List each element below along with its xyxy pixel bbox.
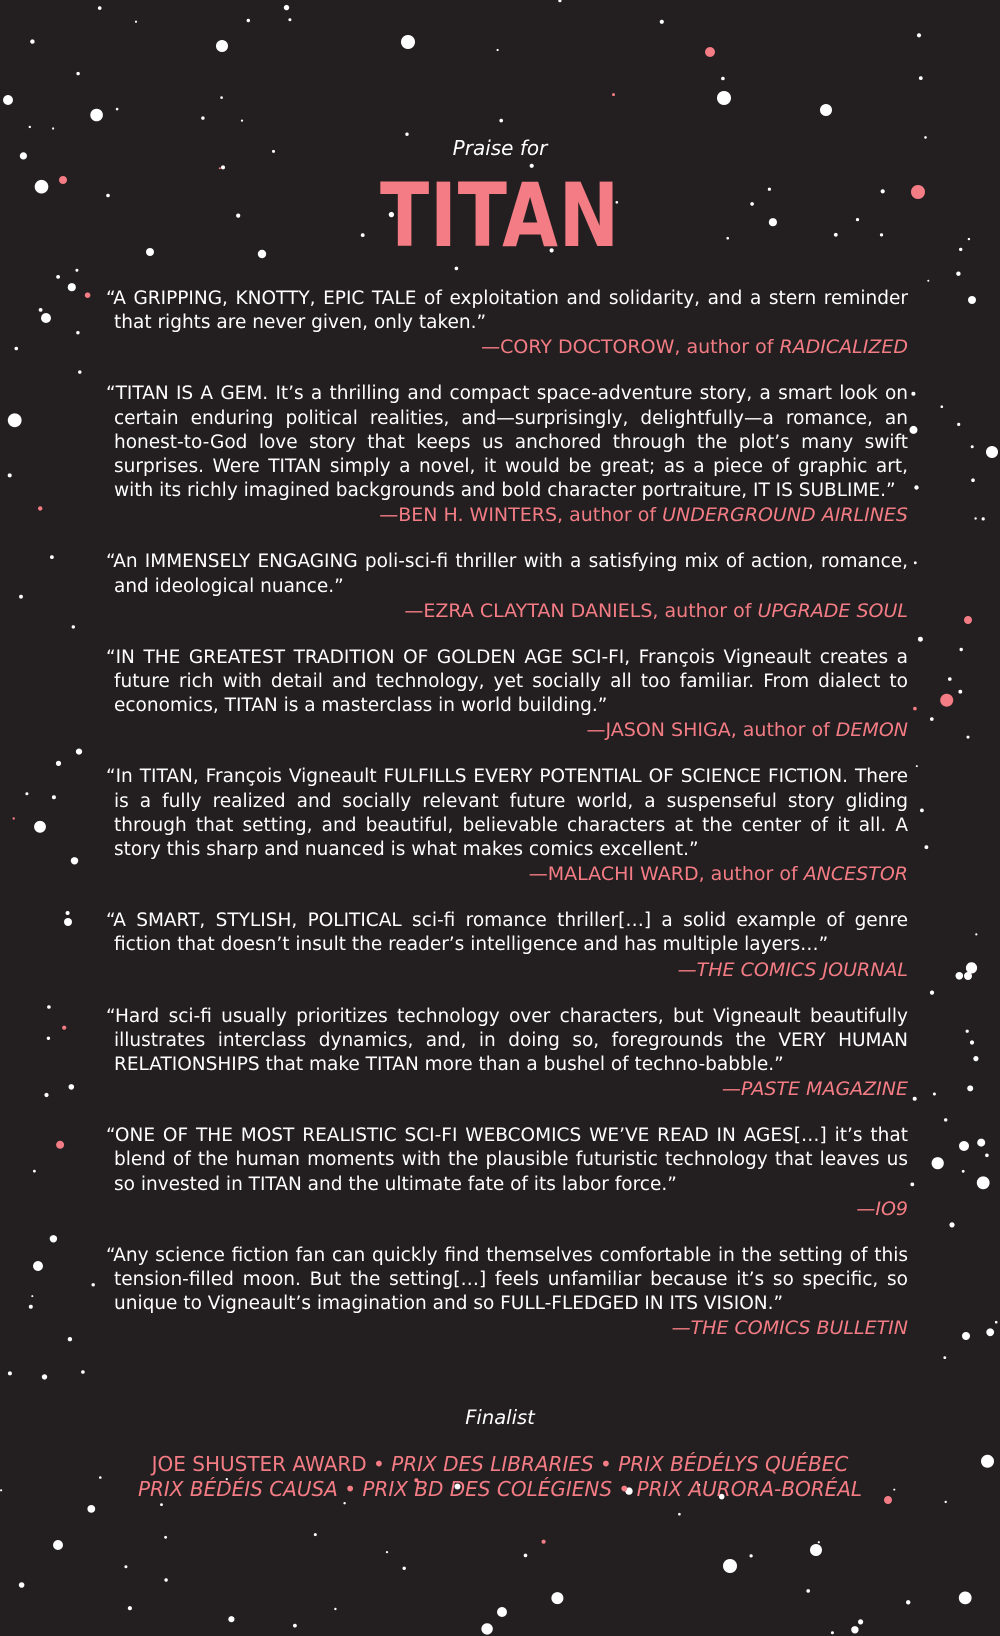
attribution-source: DEMON xyxy=(835,719,908,742)
praise-for-heading: Praise for xyxy=(452,136,548,160)
attribution-source: THE COMICS JOURNAL xyxy=(696,958,908,981)
blurb-attribution xyxy=(106,862,908,886)
attribution-source: ANCESTOR xyxy=(803,863,908,886)
blurb-attribution xyxy=(106,1077,908,1101)
blurb-quote: “IN THE GREATEST TRADITION OF GOLDEN AGE SCI-FI, François Vigneault creates a future rich with detail and technology, yet socially all too familiar. From dialect to economics, TITAN is a masterclass in world building.” xyxy=(106,646,908,717)
blurb-quote: “A SMART, STYLISH, POLITICAL sci-fi romance thriller[…] a solid example of genre fiction that doesn’t insult the reader’s intelligence and has multiple layers…” xyxy=(106,910,908,956)
blurb-attribution xyxy=(106,335,908,359)
blurb-comics-bulletin xyxy=(106,1244,908,1341)
attribution-author: —JASON SHIGA, author of xyxy=(586,719,836,742)
blurb-jason-shiga xyxy=(106,646,908,743)
award-separator: • xyxy=(612,1477,637,1501)
awards-line-2 xyxy=(0,1477,1000,1502)
blurb-quote: “An IMMENSELY ENGAGING poli-sci-fi thriller with a satisfying mix of action, romance, and ideological nuance.” xyxy=(106,551,908,597)
awards-line-1 xyxy=(0,1452,1000,1477)
attribution-source: UNDERGROUND AIRLINES xyxy=(662,504,908,527)
award-prix-des-libraries: PRIX DES LIBRARIES xyxy=(391,1452,594,1476)
award-separator: • xyxy=(593,1452,619,1476)
blurb-attribution xyxy=(106,599,908,623)
blurb-quote: “In TITAN, François Vigneault FULFILLS EVERY POTENTIAL OF SCIENCE FICTION. There is a fully realized and socially relevant future world, a suspenseful story gliding through that setting, and beautiful, believable characters at the center of it all. A story this sharp and nuanced is what makes comics excellent.” xyxy=(106,766,908,861)
finalist-heading: Finalist xyxy=(465,1406,535,1429)
blurb-io9 xyxy=(106,1124,908,1221)
blurb-comics-journal xyxy=(106,909,908,981)
attribution-source: IO9 xyxy=(875,1197,908,1220)
attribution-author: — xyxy=(677,958,697,981)
blurb-quote: “ONE OF THE MOST REALISTIC SCI-FI WEBCOMICS WE’VE READ IN AGES[…] it’s that blend of the human moments with the plausible futuristic technology that leaves us so invested in TITAN and the ultimate fate of its labor force.” xyxy=(106,1125,908,1195)
attribution-author: —MALACHI WARD, author of xyxy=(528,863,804,886)
award-prix-bedelys-quebec: PRIX BÉDÉLYS QUÉBEC xyxy=(618,1452,849,1476)
award-prix-aurora-boreal: PRIX AURORA-BORÉAL xyxy=(636,1477,863,1501)
blurb-quote: “Any science fiction fan can quickly find themselves comfortable in the setting of this tension-filled moon. But the setting[…] feels unfamiliar because it’s so specific, so unique to Vigneault’s imagination and so FULL-FLEDGED IN ITS VISION.” xyxy=(106,1244,908,1315)
blurb-attribution xyxy=(106,503,908,527)
blurb-paste-magazine xyxy=(106,1005,908,1102)
blurb-quote: “Hard sci-fi usually prioritizes technology over characters, but Vigneault beautifully illustrates interclass dynamics, and, in doing so, foregrounds the VERY HUMAN RELATIONSHIPS that make TITAN more than a bushel of techno-babble.” xyxy=(106,1005,908,1076)
award-separator: • xyxy=(337,1477,363,1501)
attribution-author: —EZRA CLAYTAN DANIELS, author of xyxy=(404,599,758,622)
blurb-attribution xyxy=(106,958,908,982)
award-prix-bd-des-colegiens: PRIX BD DES COLÉGIENS xyxy=(362,1477,613,1501)
attribution-author: — xyxy=(671,1317,691,1340)
blurb-attribution xyxy=(106,1197,908,1221)
attribution-author: —BEN H. WINTERS, author of xyxy=(379,504,663,527)
blurb-list xyxy=(106,287,908,1363)
blurb-quote: “TITAN IS A GEM. It’s a thrilling and compact space-adventure story, a smart look on certain enduring political realities, and—surprisingly, delightfully—a romance, an honest-to-God love story that keeps us anchored through the plot’s many swift surprises. Were TITAN simply a novel, it would be great; as a piece of graphic art, with its richly imagined backgrounds and bold character portraiture, IT IS SUBLIME.” xyxy=(106,383,908,502)
titan-logo: TITAN xyxy=(379,164,621,267)
award-separator: • xyxy=(366,1452,392,1476)
award-prix-bedeis-causa: PRIX BÉDÉIS CAUSA xyxy=(137,1477,338,1501)
award-joe-shuster: JOE SHUSTER AWARD xyxy=(151,1452,367,1476)
blurb-attribution xyxy=(106,1316,908,1340)
attribution-author: — xyxy=(856,1197,876,1220)
attribution-source: THE COMICS BULLETIN xyxy=(690,1317,908,1340)
attribution-source: UPGRADE SOUL xyxy=(757,599,908,622)
blurb-attribution xyxy=(106,718,908,742)
blurb-quote: “A GRIPPING, KNOTTY, EPIC TALE of exploitation and solidarity, and a stern reminder that rights are never given, only taken.” xyxy=(106,288,908,334)
attribution-author: — xyxy=(721,1078,741,1101)
blurb-ezra-daniels xyxy=(106,550,908,622)
attribution-source: RADICALIZED xyxy=(779,336,908,359)
attribution-source: PASTE MAGAZINE xyxy=(740,1078,908,1101)
attribution-author: —CORY DOCTOROW, author of xyxy=(481,336,780,359)
blurb-ben-winters xyxy=(106,382,908,527)
awards-list xyxy=(0,1452,1000,1502)
blurb-cory-doctorow xyxy=(106,287,908,359)
blurb-malachi-ward xyxy=(106,765,908,886)
